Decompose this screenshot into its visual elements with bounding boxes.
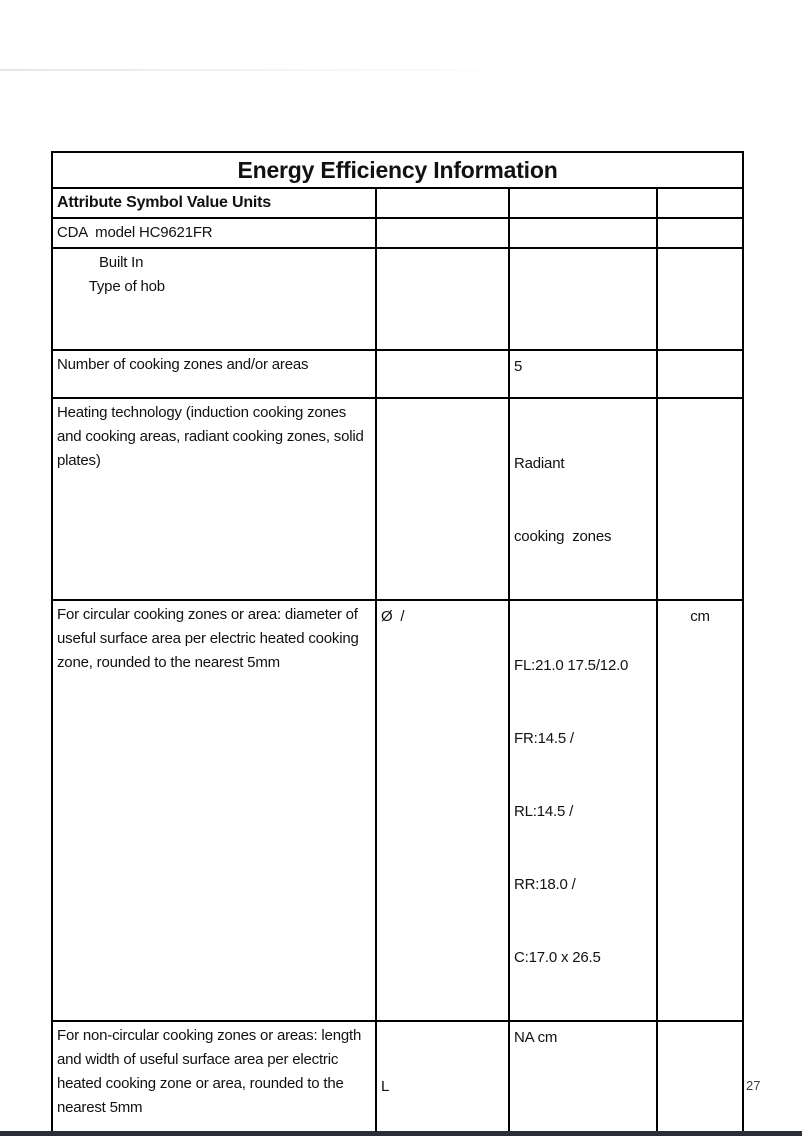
value-cell [509,248,657,350]
value-line: Radiant [514,455,565,472]
symbol-cell [376,1021,509,1136]
bottom-bar [0,1131,802,1136]
attribute-cell: CDA model HC9621FR [52,218,376,248]
empty-cell [376,188,509,218]
attribute-cell: For circular cooking zones or area: diameter of useful surface area per electric heated cooking zone, rounded to the nearest 5mm [52,600,376,1021]
table-row [52,398,743,600]
attribute-text: Type of hob [88,278,165,295]
symbol-cell [376,398,509,600]
units-cell [657,350,743,398]
value-cell [509,218,657,248]
value-line: RR:18.0 / [514,876,576,893]
units-cell [657,398,743,600]
value-line: RL:14.5 / [514,803,574,820]
page-number: 27 [746,1078,761,1093]
table-row [52,188,743,218]
value-line: C:17.0 x 26.5 [514,949,601,966]
units-cell [657,248,743,350]
energy-efficiency-table [51,151,744,1136]
value-line: FR:14.5 / [514,730,574,747]
attribute-overlay-text: Built In [99,254,144,271]
units-cell: cm [657,600,743,1021]
attribute-cell: Number of cooking zones and/or areas [52,350,376,398]
symbol-line: L [381,1078,390,1095]
faint-divider [0,69,570,71]
table-row [52,350,743,398]
table-row [52,1021,743,1136]
symbol-cell [376,218,509,248]
attribute-cell [52,248,376,350]
attribute-cell: Heating technology (induction cooking zones and cooking areas, radiant cooking zones, solid plates) [52,398,376,600]
value-cell: 5 [509,350,657,398]
symbol-cell [376,350,509,398]
empty-cell [509,188,657,218]
table-header-label: Attribute Symbol Value Units [52,188,376,218]
table-row [52,152,743,188]
value-cell [509,600,657,1021]
table-title: Energy Efficiency Information [52,152,743,188]
symbol-cell [376,248,509,350]
table-row [52,600,743,1021]
table-row [52,248,743,350]
table-row [52,218,743,248]
value-cell: NA cm [509,1021,657,1136]
units-cell [657,218,743,248]
symbol-cell: Ø / [376,600,509,1021]
value-cell [509,398,657,600]
empty-cell [657,188,743,218]
attribute-cell: For non-circular cooking zones or areas: length and width of useful surface area per electric heated cooking zone or area, rounded to the nearest 5mm [52,1021,376,1136]
units-cell [657,1021,743,1136]
value-line: cooking zones [514,528,612,545]
value-line: FL:21.0 17.5/12.0 [514,657,629,674]
